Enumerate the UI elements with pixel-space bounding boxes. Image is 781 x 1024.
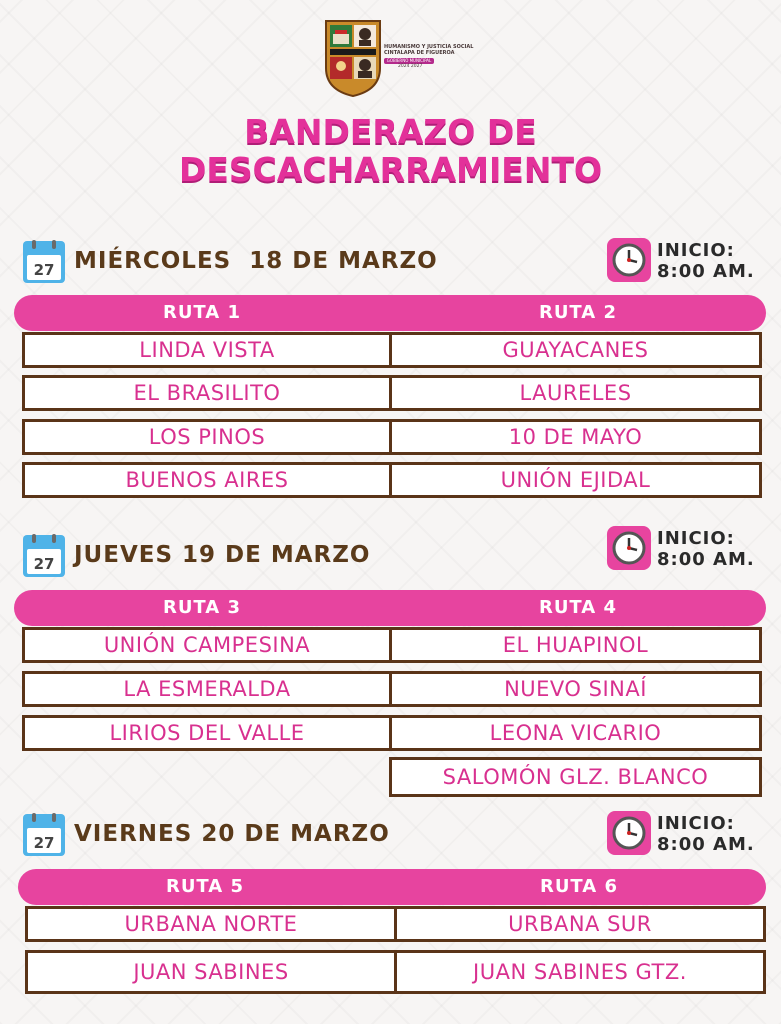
calendar-day-number: 27 bbox=[33, 261, 55, 279]
day-1-start bbox=[607, 238, 777, 284]
start-label: INICIO: bbox=[657, 813, 735, 834]
clock-icon bbox=[607, 238, 651, 282]
title-line-1: BANDERAZO DE bbox=[244, 112, 537, 151]
route-3-header: RUTA 3 bbox=[162, 597, 242, 618]
calendar-icon bbox=[22, 813, 66, 857]
route-1-place: BUENOS AIRES bbox=[22, 462, 392, 498]
day-2-route-header bbox=[14, 590, 766, 626]
day-3-label: VIERNES 20 DE MARZO bbox=[74, 821, 390, 847]
route-2-place: 10 DE MAYO bbox=[389, 419, 762, 455]
route-1-place: EL BRASILITO bbox=[22, 375, 392, 411]
route-6-header: RUTA 6 bbox=[539, 876, 619, 897]
day-3-start bbox=[607, 811, 777, 857]
route-4-header: RUTA 4 bbox=[538, 597, 618, 618]
route-4-place: SALOMÓN GLZ. BLANCO bbox=[389, 757, 762, 797]
route-4-place: EL HUAPINOL bbox=[389, 627, 762, 663]
route-6-place: URBANA SUR bbox=[394, 906, 766, 942]
route-2-place: LAURELES bbox=[389, 375, 762, 411]
route-2-header: RUTA 2 bbox=[538, 302, 618, 323]
day-3-route-header bbox=[18, 869, 766, 905]
clock-icon bbox=[607, 526, 651, 570]
route-1-place: LINDA VISTA bbox=[22, 332, 392, 368]
title-line-2: DESCACHARRAMIENTO bbox=[178, 150, 603, 189]
logo-motto: HUMANISMO Y JUSTICIA SOCIAL bbox=[384, 44, 474, 50]
municipal-crest-icon bbox=[323, 18, 383, 98]
day-1-label: MIÉRCOLES 18 DE MARZO bbox=[74, 248, 438, 274]
calendar-day-number: 27 bbox=[33, 834, 55, 852]
day-1-route-header bbox=[14, 295, 766, 331]
route-3-place: LIRIOS DEL VALLE bbox=[22, 715, 392, 751]
logo-government-pill: GOBIERNO MUNICIPAL bbox=[384, 58, 434, 64]
start-label: INICIO: bbox=[657, 240, 735, 261]
route-5-header: RUTA 5 bbox=[165, 876, 245, 897]
route-2-place: UNIÓN EJIDAL bbox=[389, 462, 762, 498]
calendar-icon bbox=[22, 240, 66, 284]
start-time: 8:00 AM. bbox=[657, 834, 755, 855]
route-5-place: URBANA NORTE bbox=[25, 906, 397, 942]
route-3-place: UNIÓN CAMPESINA bbox=[22, 627, 392, 663]
route-1-place: LOS PINOS bbox=[22, 419, 392, 455]
route-6-place: JUAN SABINES GTZ. bbox=[394, 950, 766, 994]
calendar-icon bbox=[22, 534, 66, 578]
route-4-place: NUEVO SINAÍ bbox=[389, 671, 762, 707]
route-3-place: LA ESMERALDA bbox=[22, 671, 392, 707]
municipal-logo bbox=[323, 18, 473, 98]
day-2-start bbox=[607, 526, 777, 572]
route-5-place: JUAN SABINES bbox=[25, 950, 397, 994]
route-2-place: GUAYACANES bbox=[389, 332, 762, 368]
day-2-label: JUEVES 19 DE MARZO bbox=[74, 542, 371, 568]
logo-years: 2024 2027 bbox=[398, 64, 423, 69]
start-time: 8:00 AM. bbox=[657, 261, 755, 282]
calendar-day-number: 27 bbox=[33, 555, 55, 573]
logo-municipality: CINTALAPA DE FIGUEROA bbox=[384, 50, 455, 56]
start-label: INICIO: bbox=[657, 528, 735, 549]
route-4-place: LEONA VICARIO bbox=[389, 715, 762, 751]
page-title bbox=[0, 113, 781, 189]
route-1-header: RUTA 1 bbox=[162, 302, 242, 323]
start-time: 8:00 AM. bbox=[657, 549, 755, 570]
clock-icon bbox=[607, 811, 651, 855]
